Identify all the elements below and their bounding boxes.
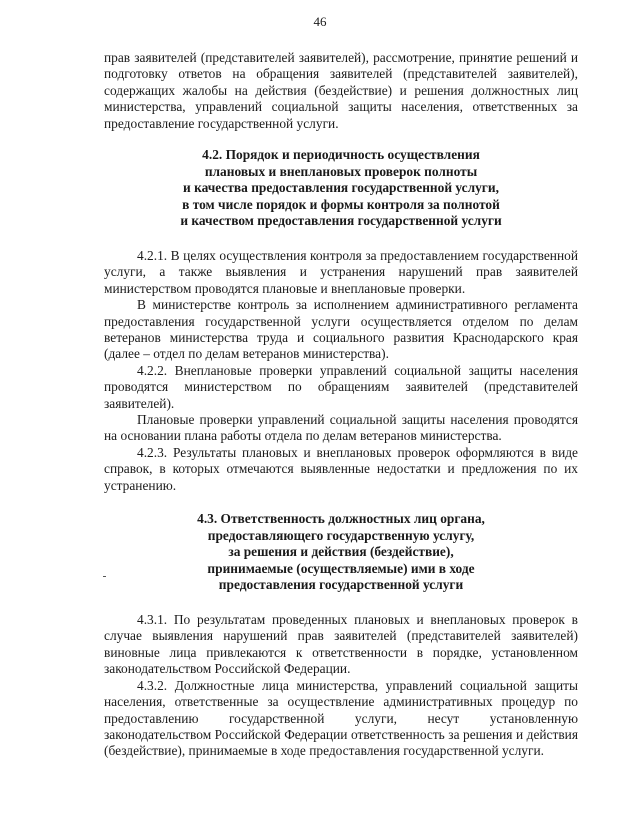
heading-line: в том числе порядок и формы контроля за полнотой (182, 196, 500, 212)
section-4-2-heading (104, 147, 578, 230)
paragraph-control: В министерстве контроль за исполнением административного регламента предоставления государственной услуги осуществляется отделом по делам ветеранов министерства труда и социального развития Краснодарского края (далее – отдел по делам ветеранов министерства). (104, 297, 578, 362)
paragraph-4-2-3: 4.2.3. Результаты плановых и внеплановых проверок оформляются в виде справок, в которых отмечаются выявленные недостатки и предложения по их устранению. (104, 444, 578, 493)
paragraph-4-2-1: 4.2.1. В целях осуществления контроля за предоставлением государственной услуги, а также выявления и устранения нарушений прав заявителей министерством проводятся плановые и внеплановые проверки. (104, 248, 578, 296)
paragraph-4-3-2: 4.3.2. Должностные лица министерства, управлений социальной защиты населения, ответственные за осуществление административных процедур по предоставлению государственной услуги, несут установленную законодательством Российской Федерации ответственность за решения и действия (бездействие), принимаемые в ходе предоставления государственной услуги. (104, 677, 578, 759)
heading-line: принимаемые (осуществляемые) ими в ходе (207, 560, 475, 576)
heading-line: 4.2. Порядок и периодичность осуществления (202, 147, 480, 163)
heading-line: плановых и внеплановых проверок полноты (204, 163, 478, 179)
heading-line: предоставления государственной услуги (218, 577, 464, 593)
paragraph-4-2-2: 4.2.2. Внеплановые проверки управлений социальной защиты населения проводятся министерством по обращениям заявителей (представителей заявителей). (104, 362, 578, 411)
heading-line: и качеством предоставления государственной услуги (180, 213, 502, 229)
paragraph-planned-checks: Плановые проверки управлений социальной защиты населения проводятся на основании плана работы отдела по делам ветеранов министерства. (104, 412, 578, 444)
heading-line: и качества предоставления государственной услуги, (183, 180, 499, 196)
heading-line: 4.3. Ответственность должностных лиц органа, (197, 511, 485, 527)
intro-paragraph: прав заявителей (представителей заявителей), рассмотрение, принятие решений и подготовку ответов на обращения заявителей (представителей заявителей), содержащих жалобы на действия (бездействие) и решения должностных лиц министерства, управлений социальной защиты населения, ответственных за предоставление государственной услуги. (104, 50, 578, 131)
page-number: 46 (313, 14, 327, 29)
heading-line: за решения и действия (бездействие), (228, 544, 454, 560)
document-body (104, 50, 578, 760)
heading-line: предоставляющего государственную услугу, (207, 527, 475, 543)
paragraph-4-3-1: 4.3.1. По результатам проведенных плановых и внеплановых проверок в случае выявления нарушений прав заявителей (представителей заявителей) виновные лица привлекаются к ответственности в порядке, установленном законодательством Российской Федерации. (104, 612, 578, 677)
scan-mark (103, 576, 106, 577)
section-4-3-heading (104, 511, 578, 594)
